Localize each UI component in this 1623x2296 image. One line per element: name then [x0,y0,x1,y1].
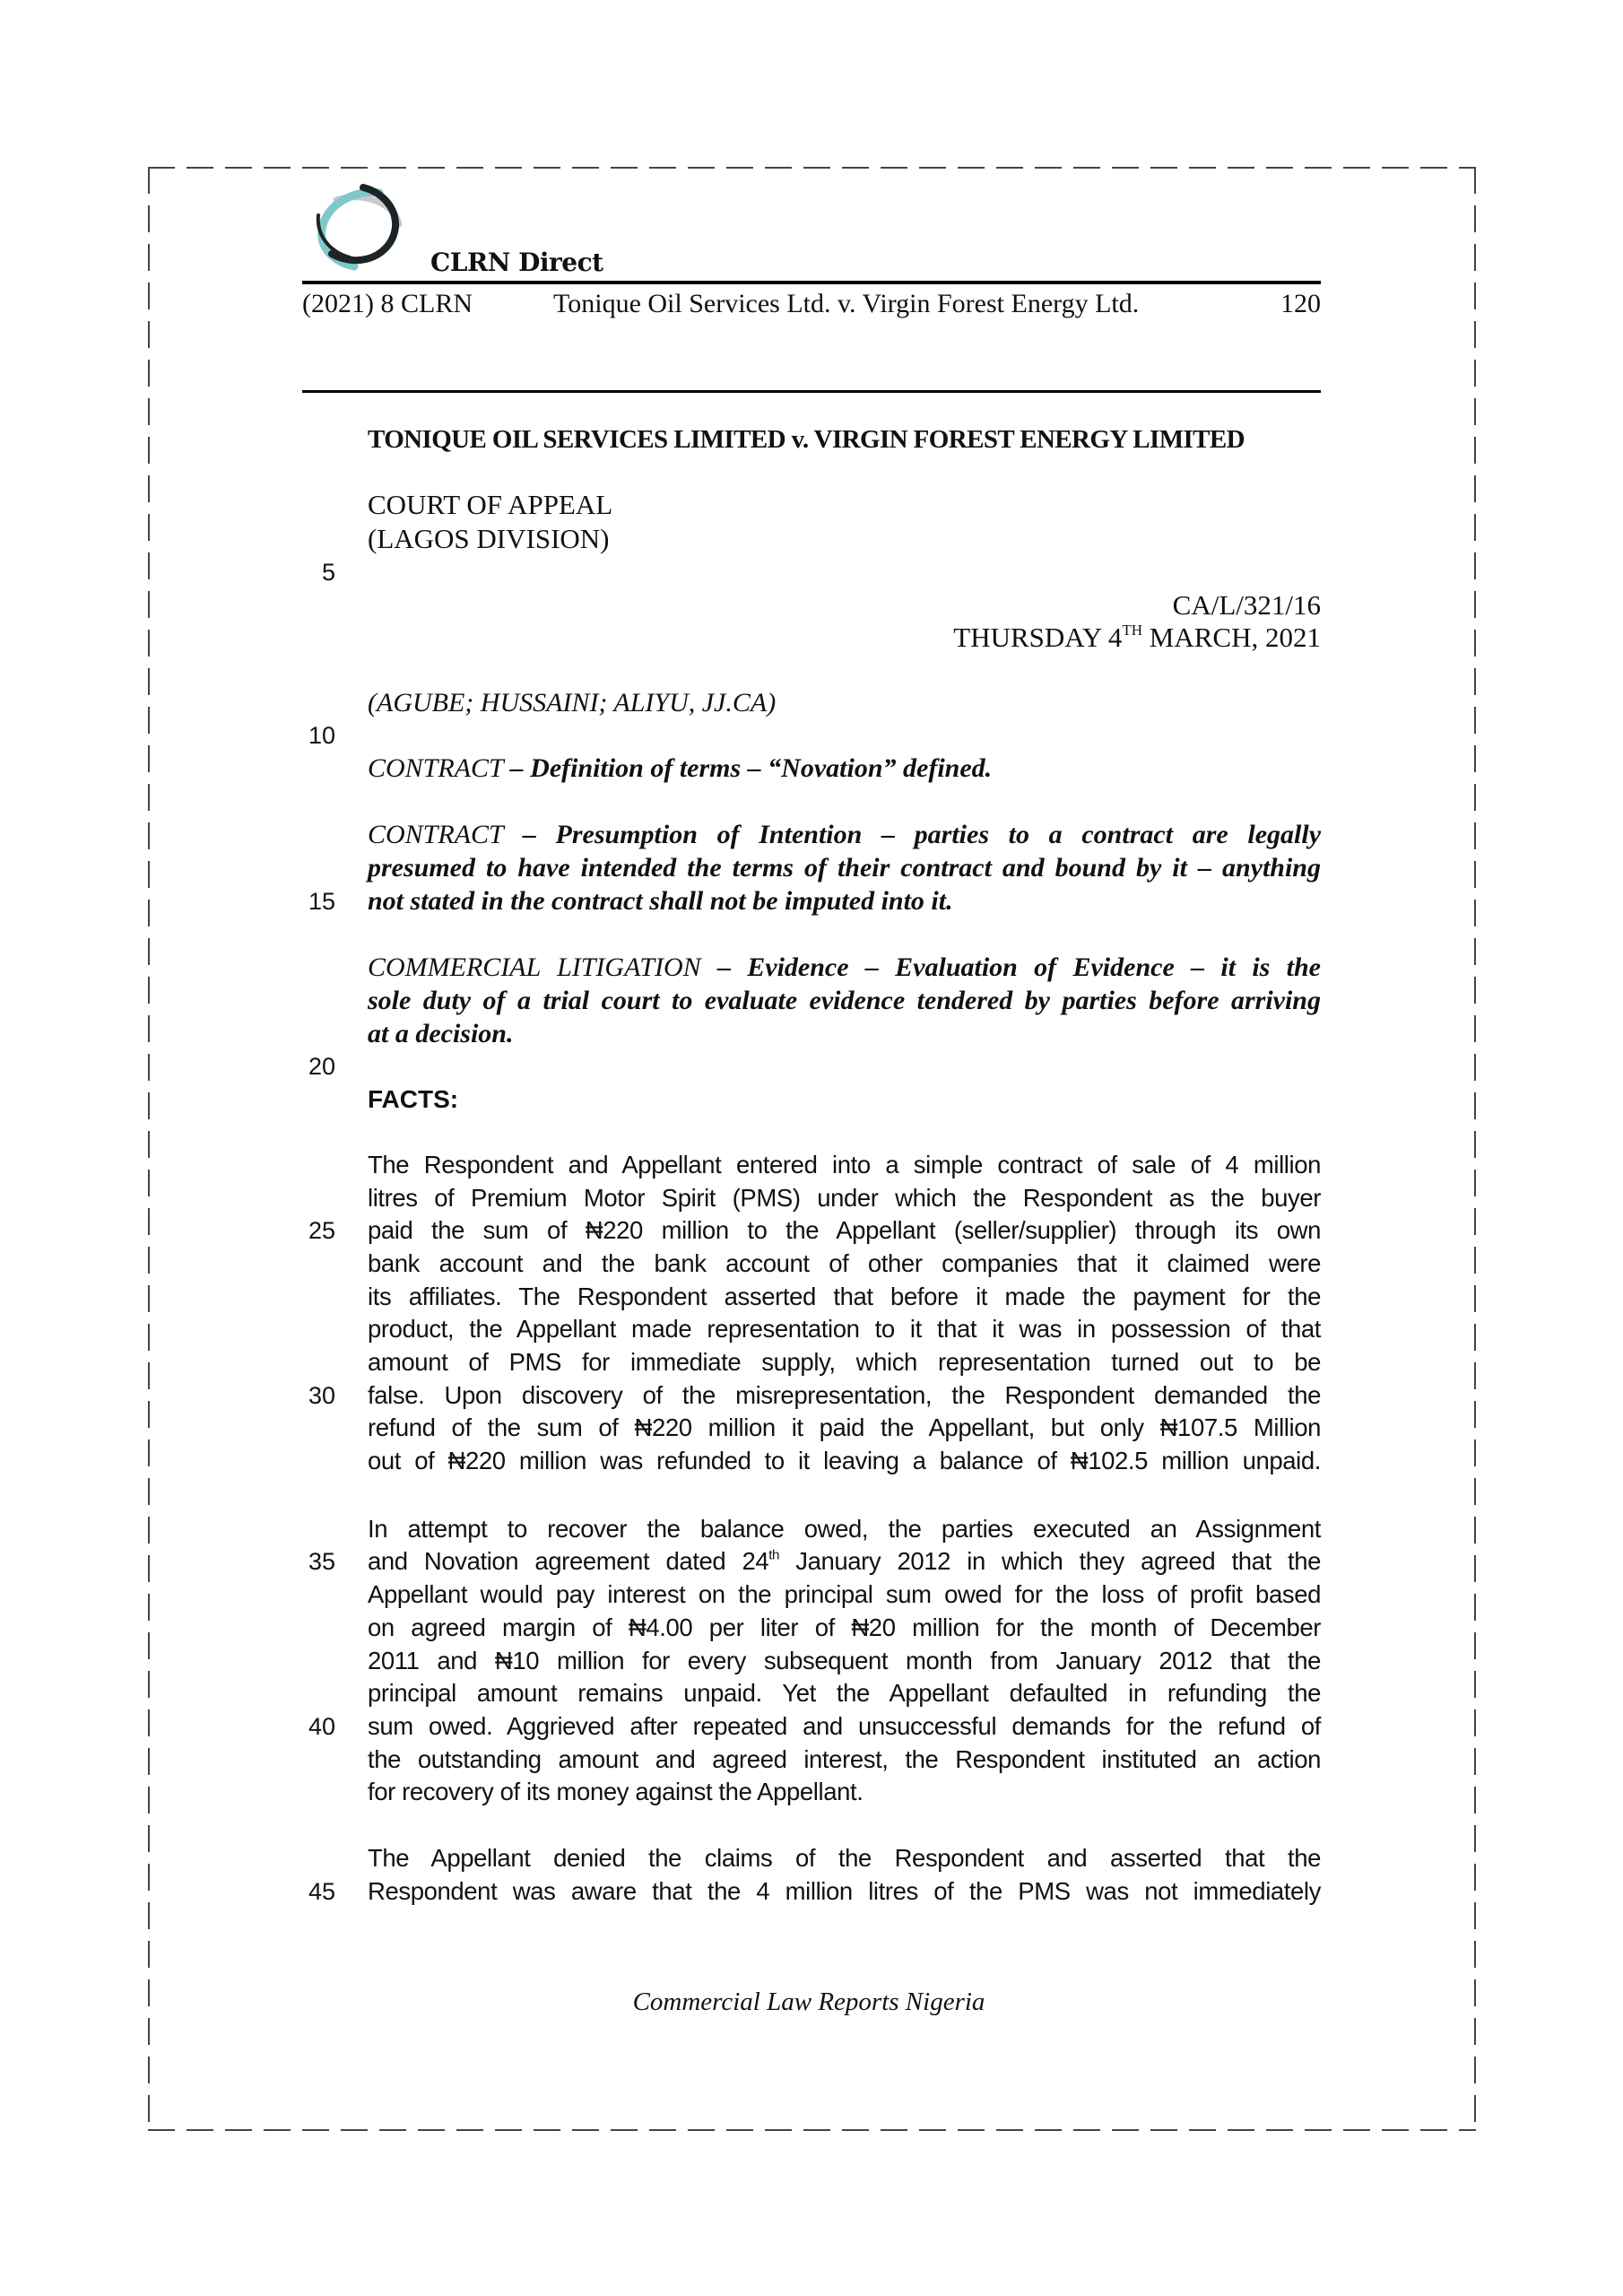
catchword-3-line-1: COMMERCIAL LITIGATION – Evidence – Evaluation of Evidence – it is the [368,952,1321,982]
judgment-date: THURSDAY 4TH MARCH, 2021 [953,622,1321,653]
report-citation: (2021) 8 CLRN [302,289,473,318]
line-number: 40 [308,1713,335,1740]
header-rule-bottom [302,390,1321,393]
border-bottom [148,2129,1476,2131]
line-number: 45 [308,1878,335,1905]
court-name: COURT OF APPEAL [368,489,613,520]
suit-number: CA/L/321/16 [1172,589,1321,621]
facts-para-2-line: 2011 and ₦10 million for every subsequent month from January 2012 that the [368,1647,1321,1674]
facts-para-1-line: its affiliates. The Respondent asserted that before it made the payment for the [368,1283,1321,1310]
facts-para-2-line: the outstanding amount and agreed interest, the Respondent instituted an action [368,1745,1321,1773]
border-right [1474,167,1476,2131]
catchword-2-line-3: not stated in the contract shall not be imputed into it. [368,886,953,916]
coram-judges: (AGUBE; HUSSAINI; ALIYU, JJ.CA) [368,688,777,718]
facts-para-1-line: amount of PMS for immediate supply, which representation turned out to be [368,1348,1321,1376]
facts-para-1-line: product, the Appellant made representation to it that it was in possession of that [368,1315,1321,1343]
facts-para-2-line: and Novation agreement dated 24th January 2012 in which they agreed that the [368,1547,1321,1575]
line-number: 25 [308,1217,335,1244]
running-title: Tonique Oil Services Ltd. v. Virgin Forest Energy Ltd. [553,289,1140,318]
facts-para-1-line: The Respondent and Appellant entered into a simple contract of sale of 4 million [368,1151,1321,1178]
facts-para-3-line: Respondent was aware that the 4 million litres of the PMS was not immediately [368,1877,1321,1905]
facts-para-1-line: refund of the sum of ₦220 million it paid the Appellant, but only ₦107.5 Million [368,1413,1321,1441]
line-number: 30 [308,1382,335,1409]
line-number: 15 [308,888,335,915]
facts-para-1-line: litres of Premium Motor Spirit (PMS) under which the Respondent as the buyer [368,1184,1321,1212]
facts-para-1-line: paid the sum of ₦220 million to the Appellant (seller/supplier) through its own [368,1216,1321,1244]
page-footer [0,1987,1623,2017]
border-top [148,167,1476,169]
border-left [148,167,150,2131]
line-number: 35 [308,1548,335,1575]
line-number: 5 [321,559,335,586]
facts-para-3-line: The Appellant denied the claims of the Respondent and asserted that the [368,1844,1321,1872]
facts-para-2-line: sum owed. Aggrieved after repeated and unsuccessful demands for the refund of [368,1712,1321,1740]
facts-para-1-line: out of ₦220 million was refunded to it leaving a balance of ₦102.5 million unpaid. [368,1447,1321,1474]
court-division: (LAGOS DIVISION) [368,523,610,554]
facts-para-2-line: for recovery of its money against the Appellant. [368,1778,864,1805]
catchword-2-line-1: CONTRACT – Presumption of Intention – parties to a contract are legally [368,820,1322,849]
running-head [302,289,1321,325]
facts-para-1-line: false. Upon discovery of the misrepresentation, the Respondent demanded the [368,1381,1321,1409]
catchword-1: CONTRACT – Definition of terms – “Novation” defined. [368,753,993,783]
header-rule-top [302,281,1321,284]
publication-name: Commercial Law Reports Nigeria [632,1987,985,2016]
facts-para-2-line: principal amount remains unpaid. Yet the Appellant defaulted in refunding the [368,1679,1321,1707]
catchword-3-line-2: sole duty of a trial court to evaluate evidence tendered by parties before arriving [368,986,1321,1015]
catchword-3-line-3: at a decision. [368,1019,514,1048]
catchword-2-line-2: presumed to have intended the terms of their contract and bound by it – anything [368,853,1321,883]
facts-para-2-line: In attempt to recover the balance owed, the parties executed an Assignment [368,1515,1321,1543]
line-number: 10 [308,722,335,749]
facts-para-1-line: bank account and the bank account of other companies that it claimed were [368,1249,1321,1277]
facts-heading: FACTS: [368,1085,459,1113]
page-border [148,167,1476,2130]
facts-para-2-line: on agreed margin of ₦4.00 per liter of ₦20 million for the month of December [368,1613,1321,1641]
line-number: 20 [308,1053,335,1080]
facts-para-2-line: Appellant would pay interest on the principal sum owed for the loss of profit based [368,1580,1321,1608]
brand-name: CLRN Direct [430,248,603,277]
case-title: TONIQUE OIL SERVICES LIMITED v. VIRGIN FOREST ENERGY LIMITED [368,425,1245,454]
page-number: 120 [1280,289,1321,318]
clrn-logo-icon [309,184,410,274]
